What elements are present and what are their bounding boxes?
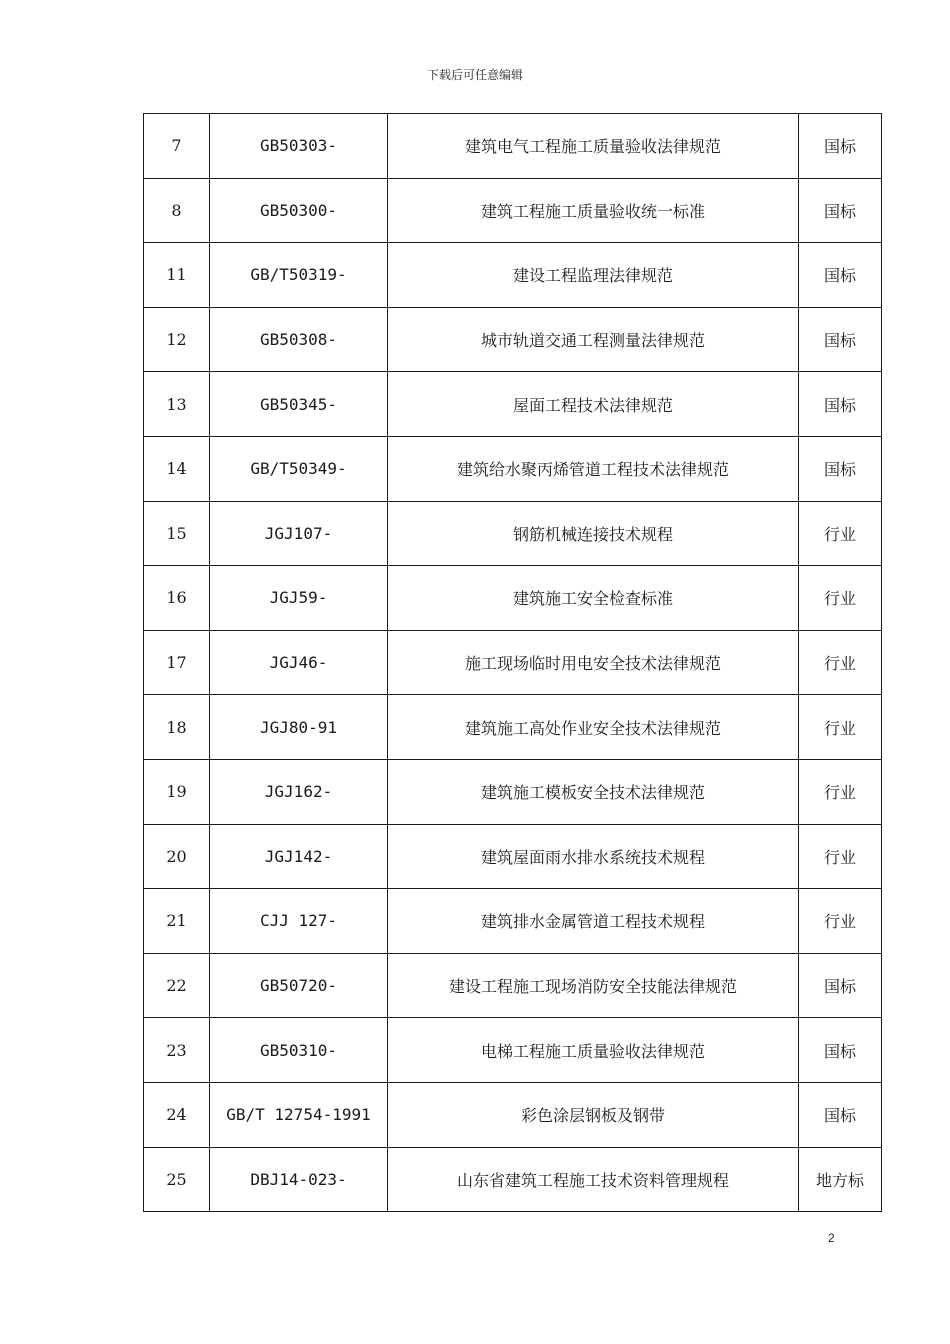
page-number: 2 [828, 1231, 835, 1245]
standard-code: JGJ142- [210, 824, 388, 889]
standard-type: 国标 [799, 1018, 882, 1083]
table-row [144, 307, 882, 372]
page-header: 下载后可任意编辑 [426, 68, 523, 82]
standard-name: 电梯工程施工质量验收法律规范 [388, 1018, 799, 1083]
standard-code: JGJ162- [210, 759, 388, 824]
standard-type: 地方标 [799, 1147, 882, 1212]
row-number: 7 [144, 114, 210, 179]
row-number: 19 [144, 759, 210, 824]
standard-code: JGJ80-91 [210, 695, 388, 760]
standards-table [143, 113, 882, 1212]
standard-code: GB50300- [210, 178, 388, 243]
standard-code: GB50303- [210, 114, 388, 179]
table-row [144, 889, 882, 954]
table-row [144, 566, 882, 631]
standard-name: 建筑施工安全检查标准 [388, 566, 799, 631]
standard-name: 彩色涂层钢板及钢带 [388, 1082, 799, 1147]
row-number: 16 [144, 566, 210, 631]
row-number: 23 [144, 1018, 210, 1083]
standards-table-body [144, 114, 882, 1212]
standard-type: 国标 [799, 178, 882, 243]
table-row [144, 953, 882, 1018]
standard-code: GB50310- [210, 1018, 388, 1083]
standard-type: 行业 [799, 501, 882, 566]
standard-code: GB/T50349- [210, 436, 388, 501]
row-number: 17 [144, 630, 210, 695]
standard-code: GB/T50319- [210, 243, 388, 308]
table-row [144, 1147, 882, 1212]
table-row [144, 372, 882, 437]
row-number: 8 [144, 178, 210, 243]
standard-type: 国标 [799, 953, 882, 1018]
row-number: 24 [144, 1082, 210, 1147]
standard-code: GB/T 12754-1991 [210, 1082, 388, 1147]
standard-name: 建筑施工高处作业安全技术法律规范 [388, 695, 799, 760]
table-row [144, 1082, 882, 1147]
standard-code: JGJ107- [210, 501, 388, 566]
standard-type: 国标 [799, 436, 882, 501]
row-number: 13 [144, 372, 210, 437]
row-number: 21 [144, 889, 210, 954]
table-row [144, 695, 882, 760]
standard-name: 建筑施工模板安全技术法律规范 [388, 759, 799, 824]
table-row [144, 501, 882, 566]
standard-code: JGJ46- [210, 630, 388, 695]
standard-name: 建设工程施工现场消防安全技能法律规范 [388, 953, 799, 1018]
table-row [144, 436, 882, 501]
row-number: 12 [144, 307, 210, 372]
standard-type: 行业 [799, 566, 882, 631]
standard-type: 行业 [799, 889, 882, 954]
standard-name: 建筑电气工程施工质量验收法律规范 [388, 114, 799, 179]
standard-name: 建筑工程施工质量验收统一标准 [388, 178, 799, 243]
standard-type: 行业 [799, 695, 882, 760]
standard-type: 国标 [799, 114, 882, 179]
standard-code: CJJ 127- [210, 889, 388, 954]
standard-name: 城市轨道交通工程测量法律规范 [388, 307, 799, 372]
table-row [144, 1018, 882, 1083]
standard-name: 建筑排水金属管道工程技术规程 [388, 889, 799, 954]
standard-code: DBJ14-023- [210, 1147, 388, 1212]
standard-name: 建筑给水聚丙烯管道工程技术法律规范 [388, 436, 799, 501]
row-number: 22 [144, 953, 210, 1018]
standard-name: 建设工程监理法律规范 [388, 243, 799, 308]
standard-code: GB50308- [210, 307, 388, 372]
standard-type: 行业 [799, 759, 882, 824]
row-number: 25 [144, 1147, 210, 1212]
standard-name: 屋面工程技术法律规范 [388, 372, 799, 437]
table-row [144, 178, 882, 243]
table-row [144, 759, 882, 824]
standard-type: 行业 [799, 824, 882, 889]
standard-type: 行业 [799, 630, 882, 695]
standard-name: 施工现场临时用电安全技术法律规范 [388, 630, 799, 695]
standard-type: 国标 [799, 372, 882, 437]
table-row [144, 824, 882, 889]
table-row [144, 630, 882, 695]
row-number: 15 [144, 501, 210, 566]
standard-code: JGJ59- [210, 566, 388, 631]
standard-type: 国标 [799, 1082, 882, 1147]
table-row [144, 243, 882, 308]
row-number: 18 [144, 695, 210, 760]
row-number: 14 [144, 436, 210, 501]
row-number: 20 [144, 824, 210, 889]
standard-name: 钢筋机械连接技术规程 [388, 501, 799, 566]
row-number: 11 [144, 243, 210, 308]
standard-code: GB50720- [210, 953, 388, 1018]
standard-name: 建筑屋面雨水排水系统技术规程 [388, 824, 799, 889]
standard-type: 国标 [799, 243, 882, 308]
standard-name: 山东省建筑工程施工技术资料管理规程 [388, 1147, 799, 1212]
table-row [144, 114, 882, 179]
standard-code: GB50345- [210, 372, 388, 437]
standard-type: 国标 [799, 307, 882, 372]
